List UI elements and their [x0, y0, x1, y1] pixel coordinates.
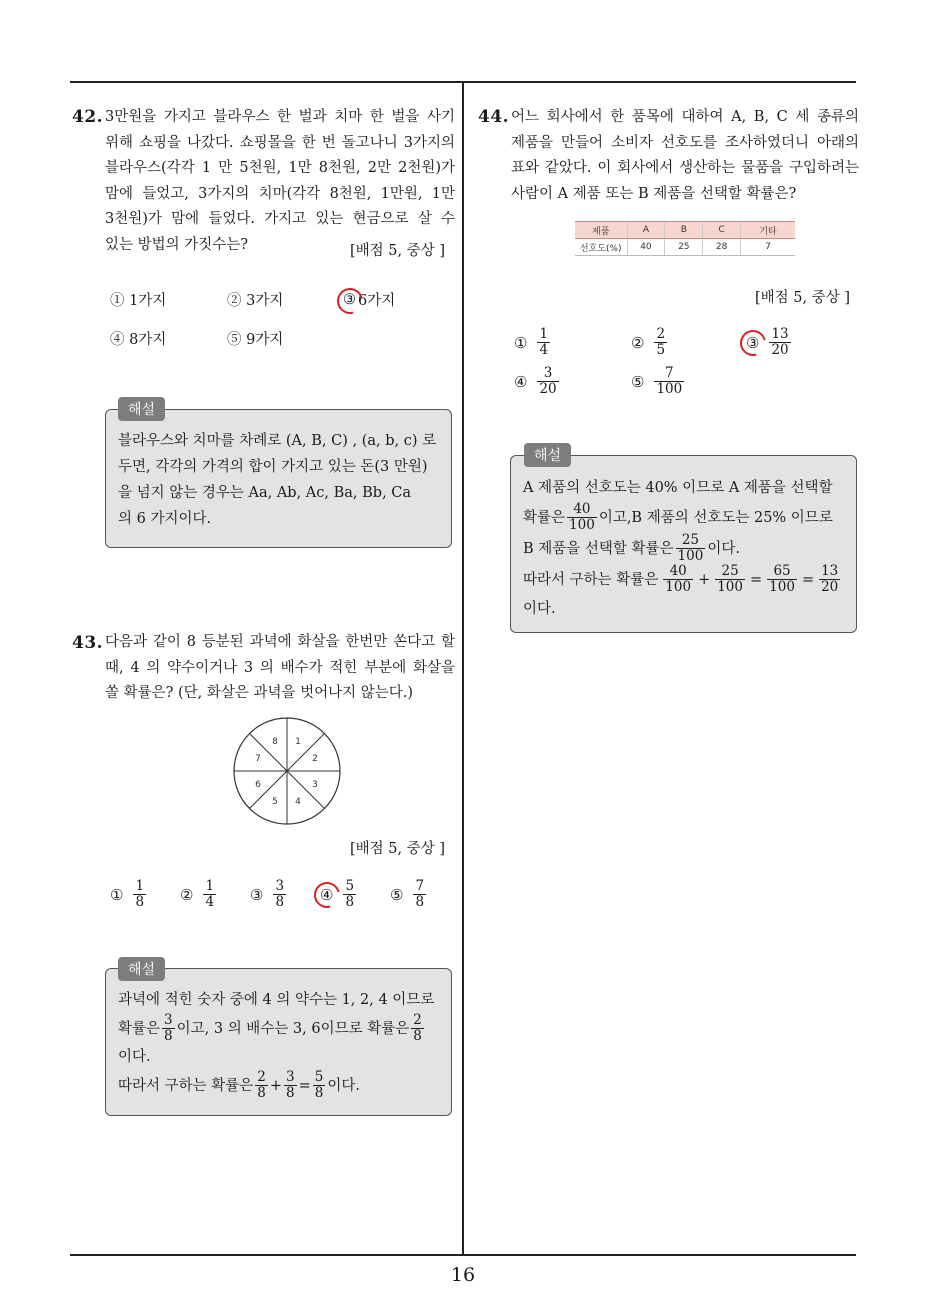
q44-number: 44. [478, 107, 510, 127]
q42-line: 3만원을 가지고 블라우스 한 벌과 치마 한 벌을 사기 [105, 109, 455, 125]
q44-option-4[interactable] [514, 366, 561, 397]
q42-option-label: ② 3가지 [227, 293, 284, 309]
frac-num: 1 [539, 326, 549, 342]
frac-num: 3 [543, 365, 553, 381]
frac-den: 8 [345, 894, 355, 910]
target-number: 6 [255, 780, 261, 790]
q42-line: 3천원)가 맘에 들었다. 가지고 있는 현금으로 살 수 [105, 211, 455, 227]
q44-option-1[interactable] [514, 327, 552, 358]
q44-option-mark: ④ [514, 372, 528, 391]
q43-solution-line [118, 1013, 448, 1044]
q44-option-mark: ① [514, 333, 528, 352]
q44-option-fraction [537, 366, 558, 397]
frac-den: 100 [569, 517, 595, 533]
q42-answer-mark: ③ [343, 291, 356, 308]
target-number: 7 [255, 754, 261, 764]
bottom-rule [70, 1254, 856, 1256]
frac-den: 8 [164, 1028, 173, 1044]
q44-option-mark: ⑤ [631, 372, 645, 391]
q44-solution-fraction [663, 564, 693, 595]
frac-den: 20 [821, 579, 839, 595]
frac-num: 1 [205, 878, 215, 894]
q44-meta: [배점 5, 중상 ] [755, 290, 851, 306]
q42-option-2[interactable] [227, 289, 283, 310]
target-number: 2 [312, 754, 318, 764]
plus-sign: + [698, 571, 711, 588]
frac-den: 20 [539, 381, 557, 397]
q44-text [511, 105, 859, 207]
frac-num: 3 [286, 1069, 295, 1085]
frac-num: 25 [721, 563, 739, 579]
q44-solution-tag: 해설 [524, 443, 571, 467]
q42-line: 위해 쇼핑을 나갔다. 쇼핑몰을 한 번 돌고나니 3가지의 [105, 134, 455, 151]
q43-solution-fraction [162, 1013, 175, 1044]
q42-option-label: ④ 8가지 [110, 332, 167, 348]
q42-line: 있는 방법의 가짓수는? [105, 236, 249, 253]
table-header-cell: 제품 [575, 222, 627, 239]
equals-sign: = [801, 571, 815, 588]
q43-meta: [배점 5, 중상 ] [350, 841, 446, 857]
q42-solution-text [118, 428, 443, 532]
frac-num: 13 [821, 563, 839, 579]
q44-line: 제품을 만들어 소비자 선호도를 조사하였더니 아래의 [511, 134, 859, 151]
target-number: 3 [312, 780, 318, 790]
q43-option-mark: ② [180, 885, 194, 904]
q42-solution-line: 을 넘지 않는 경우는 Aa, Ab, Ac, Ba, Bb, Ca [118, 485, 412, 501]
plus-sign: + [269, 1077, 283, 1094]
q44-solution-word: B 제품을 선택할 확률은 [523, 540, 674, 557]
table-header-cell: B [665, 222, 703, 239]
q42-option-4[interactable] [110, 328, 166, 349]
frac-num: 13 [771, 326, 789, 342]
q44-solution-fraction [676, 533, 706, 564]
frac-num: 3 [164, 1012, 173, 1028]
q44-option-fraction [769, 327, 790, 358]
q43-solution-fraction [255, 1070, 268, 1101]
q42-solution-line: 블라우스와 치마를 차례로 (A, B, C) , (a, b, c) 로 [118, 433, 437, 449]
q43-option-fraction [413, 879, 426, 910]
q42-option-label: ① 1가지 [110, 293, 167, 309]
frac-den: 100 [769, 579, 795, 595]
q43-option-fraction [343, 879, 356, 910]
column-divider [462, 82, 464, 1254]
q43-option-mark: ③ [250, 885, 264, 904]
table-cell: 25 [665, 239, 703, 256]
frac-num: 1 [135, 878, 145, 894]
q43-number: 43. [72, 633, 104, 653]
frac-den: 100 [656, 381, 683, 397]
preference-table [575, 221, 795, 256]
q43-line: 때, 4 의 약수이거나 3 의 배수가 적힌 부분에 화살을 [105, 659, 455, 676]
q43-option-mark: ⑤ [390, 885, 404, 904]
q42-meta: [배점 5, 중상 ] [350, 243, 446, 259]
table-cell: 40 [627, 239, 665, 256]
q42-option-label: 6가지 [358, 293, 396, 309]
frac-num: 2 [257, 1069, 266, 1085]
q43-option-3[interactable] [250, 879, 288, 910]
q42-line: 맘에 들었고, 3가지의 치마(각각 8천원, 1만원, 1만 [105, 185, 455, 202]
equals-sign: = [298, 1077, 311, 1094]
frac-num: 7 [415, 878, 425, 894]
frac-num: 7 [665, 365, 674, 381]
q44-solution-word: 이다. [707, 540, 740, 557]
frac-den: 8 [257, 1085, 266, 1101]
frac-den: 4 [539, 342, 549, 358]
target-number: 5 [272, 797, 278, 807]
q44-solution-text [523, 474, 853, 623]
q43-option-1[interactable] [110, 879, 148, 910]
page-number: 16 [450, 1264, 476, 1286]
target-number: 8 [272, 737, 278, 747]
q44-option-mark: ② [631, 333, 645, 352]
q43-solution-text [118, 987, 448, 1101]
frac-num: 40 [669, 563, 687, 579]
q44-solution-line: 이다. [523, 601, 556, 617]
q42-number: 42. [72, 107, 104, 127]
table-row [575, 239, 795, 256]
q43-option-fraction [273, 879, 286, 910]
q43-solution-word: 이다. [327, 1077, 360, 1094]
frac-den: 5 [656, 342, 666, 358]
q43-line: 쏠 확률은? (단, 화살은 과녁을 벗어나지 않는다.) [105, 685, 414, 701]
frac-den: 4 [205, 894, 215, 910]
frac-den: 8 [314, 1085, 324, 1101]
frac-num: 5 [314, 1069, 324, 1085]
frac-den: 100 [665, 579, 692, 595]
q44-solution-word: 따라서 구하는 확률은 [523, 571, 659, 588]
q43-answer-mark: ④ [320, 885, 334, 904]
q44-answer-mark: ③ [746, 333, 760, 352]
target-number: 4 [295, 797, 301, 807]
frac-den: 8 [413, 1028, 422, 1044]
q44-solution-fraction [819, 564, 840, 595]
q44-solution-word: 확률은 [523, 509, 566, 526]
equals-sign: = [750, 571, 763, 588]
q44-line: 표와 같았다. 이 회사에서 생산하는 물품을 구입하려는 [511, 160, 859, 176]
q43-option-fraction [133, 879, 146, 910]
frac-num: 65 [773, 563, 791, 579]
table-header-row [575, 222, 795, 239]
table-header-cell: C [703, 222, 741, 239]
q44-option-fraction [654, 327, 667, 358]
q44-option-3[interactable] [746, 327, 793, 358]
q42-option-1[interactable] [110, 289, 166, 310]
q42-option-label: ⑤ 9가지 [227, 332, 284, 348]
q43-solution-word: 이고, 3 의 배수는 3, 6이므로 확률은 [176, 1020, 410, 1037]
q43-text [105, 630, 455, 707]
q44-solution-line: A 제품의 선호도는 40% 이므로 A 제품을 선택할 [523, 480, 833, 496]
q42-option-3[interactable] [343, 289, 395, 310]
q43-option-mark: ① [110, 885, 124, 904]
q43-option-fraction [203, 879, 216, 910]
frac-num: 40 [573, 501, 591, 517]
q44-solution-fraction [567, 502, 597, 533]
table-header-cell: A [627, 222, 665, 239]
frac-den: 8 [415, 894, 425, 910]
q42-solution-line: 의 6 가지이다. [118, 511, 212, 527]
q43-solution-tag: 해설 [118, 957, 165, 981]
q43-solution-word: 따라서 구하는 확률은 [118, 1077, 254, 1094]
frac-den: 20 [771, 342, 789, 358]
q42-option-5[interactable] [227, 328, 283, 349]
q44-option-fraction [537, 327, 550, 358]
q44-solution-fraction [715, 564, 745, 595]
q43-solution-fraction [411, 1013, 424, 1044]
frac-den: 8 [286, 1085, 295, 1101]
q43-solution-line: 이다. [118, 1049, 151, 1065]
table-header-cell: 기타 [741, 222, 795, 239]
q42-text [105, 105, 455, 258]
q44-line: 어느 회사에서 한 품목에 대하여 A, B, C 세 종류의 [511, 109, 859, 125]
frac-den: 8 [135, 894, 145, 910]
q44-solution-fraction [767, 564, 797, 595]
table-cell: 선호도(%) [575, 239, 627, 256]
q44-option-5[interactable] [631, 366, 686, 397]
frac-num: 3 [275, 878, 285, 894]
q44-solution-word: 이고,B 제품의 선호도는 25% 이므로 [598, 509, 833, 526]
q43-solution-line: 과녁에 적힌 숫자 중에 4 의 약수는 1, 2, 4 이므로 [118, 992, 435, 1008]
q44-solution-line [523, 502, 853, 533]
q43-line: 다음과 같이 8 등분된 과녁에 화살을 한번만 쏜다고 할 [105, 634, 455, 650]
q43-solution-word: 확률은 [118, 1020, 161, 1037]
q43-option-2[interactable] [180, 879, 218, 910]
frac-den: 100 [717, 579, 743, 595]
q44-solution-line [523, 564, 853, 595]
q42-line: 블라우스(각각 1 만 5천원, 1만 8천원, 2만 2천원)가 [105, 160, 455, 176]
q44-option-2[interactable] [631, 327, 669, 358]
target-diagram [232, 716, 342, 826]
frac-num: 2 [413, 1012, 422, 1028]
q42-solution-tag: 해설 [118, 397, 165, 421]
frac-num: 2 [656, 326, 666, 342]
q43-option-4[interactable] [320, 879, 358, 910]
q44-line: 사람이 A 제품 또는 B 제품을 선택할 확률은? [511, 185, 797, 202]
q43-solution-line [118, 1070, 448, 1101]
frac-den: 100 [677, 548, 704, 564]
table-cell: 28 [703, 239, 741, 256]
target-number: 1 [295, 737, 301, 747]
q42-solution-line: 두면, 각각의 가격의 합이 가지고 있는 돈(3 만원) [118, 459, 428, 475]
frac-num: 5 [345, 878, 355, 894]
q44-option-fraction [654, 366, 684, 397]
q43-solution-fraction [284, 1070, 297, 1101]
frac-den: 8 [275, 894, 285, 910]
q43-option-5[interactable] [390, 879, 428, 910]
table-cell: 7 [741, 239, 795, 256]
q44-solution-line [523, 533, 853, 564]
q43-solution-fraction [313, 1070, 326, 1101]
frac-num: 25 [681, 532, 700, 548]
